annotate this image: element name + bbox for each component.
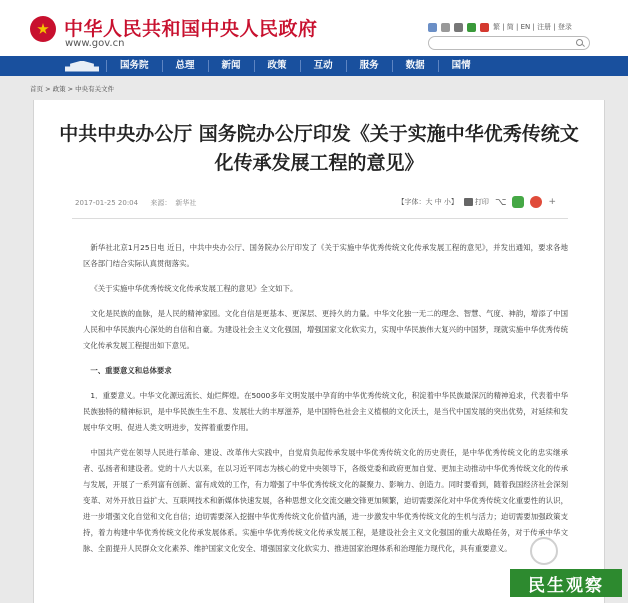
watermark-logo-icon	[530, 537, 558, 565]
paragraph: 新华社北京1月25日电 近日，中共中央办公厅、国务院办公厅印发了《关于实施中华优秀传统文化传承发展工程的意见》，并发出通知，要求各地区各部门结合实际认真贯彻落实。	[83, 243, 568, 268]
article-container	[33, 100, 605, 603]
language-links[interactable]: 繁 | 简 | EN | 注册 | 登录	[493, 23, 572, 31]
breadcrumb[interactable]: 首页 > 政策 > 中央有关文件	[30, 85, 115, 93]
nav-item-interaction[interactable]: 互动	[313, 60, 333, 71]
wechat-share-icon[interactable]	[512, 196, 524, 208]
national-emblem-icon[interactable]	[30, 16, 56, 42]
source-name: 新华社	[175, 199, 197, 207]
mail-icon[interactable]	[428, 23, 437, 32]
source-label: 来源：	[150, 199, 172, 207]
article-tools	[397, 196, 556, 208]
search-icon[interactable]	[576, 39, 583, 46]
article-body	[83, 240, 568, 566]
divider	[72, 218, 568, 219]
font-size-control[interactable]: 【字体：大 中 小】	[397, 198, 458, 206]
paragraph: 1．重要意义。中华文化源远流长、灿烂辉煌。在5000多年文明发展中孕育的中华优秀传统文化，积淀着中华民族最深沉的精神追求，代表着中华民族独特的精神标识，是中华民族生生不息、发展壮大的丰厚滋养，是中国特色社会主义植根的文化沃土，是当代中国发展的突出优势，对延续和发展中华文明、促进人类文明进步，发挥着重要作用。	[83, 391, 568, 432]
more-share-icon[interactable]: +	[548, 197, 556, 207]
print-button[interactable]	[464, 197, 489, 207]
site-header	[0, 0, 628, 56]
nav-item-policy[interactable]: 政策	[267, 60, 287, 71]
print-label: 打印	[474, 198, 489, 206]
weibo-icon[interactable]	[480, 23, 489, 32]
search-input[interactable]	[428, 36, 590, 50]
nav-item-state-council[interactable]: 国务院	[120, 60, 149, 71]
mobile-icon[interactable]	[454, 23, 463, 32]
nav-item-national-info[interactable]: 国情	[451, 60, 471, 71]
share-icon[interactable]: ⌥	[494, 196, 507, 208]
nav-item-news[interactable]: 新闻	[221, 60, 241, 71]
utility-bar	[428, 20, 572, 34]
watermark-badge: 民生观察	[510, 569, 622, 597]
publish-date: 2017-01-25 20:04	[75, 199, 139, 207]
paragraph: 《关于实施中华优秀传统文化传承发展工程的意见》全文如下。	[90, 284, 298, 293]
nav-home-button[interactable]	[58, 56, 106, 76]
tiananmen-icon	[65, 61, 99, 72]
paragraph: 中国共产党在领导人民进行革命、建设、改革伟大实践中，自觉肩负起传承发展中华优秀传统文化的历史责任，是中华优秀传统文化的忠实继承者、弘扬者和建设者。党的十八大以来，在以习近平同志为核心的党中央领导下，各级党委和政府更加自觉、更加主动推动中华优秀传统文化的传承与发展，开展了一系列富有创新、富有成效的工作，有力增强了中华优秀传统文化的凝聚力、影响力、创造力。同时要看到，随着我国经济社会深刻变革、对外开放日益扩大、互联网技术和新媒体快速发展，各种思想文化交流交融交锋更加频繁，迫切需要深化对中华优秀传统文化重要性的认识，进一步增强文化自觉和文化自信；迫切需要深入挖掘中华优秀传统文化价值内涵，进一步激发中华优秀传统文化的生机与活力；迫切需要加强政策支持，着力构建中华优秀传统文化传承发展体系。实施中华优秀传统文化传承发展工程，是建设社会主义文化强国的重大战略任务，对于传承中华文脉、全面提升人民群众文化素养、维护国家文化安全、增强国家文化软实力、推进国家治理体系和治理能力现代化，具有重要意义。	[83, 448, 568, 553]
section-heading: 一、重要意义和总体要求	[90, 366, 172, 375]
main-nav	[0, 56, 628, 76]
nav-item-data[interactable]: 数据	[405, 60, 425, 71]
site-title[interactable]: 中华人民共和国中央人民政府	[64, 18, 318, 40]
nav-item-premier[interactable]: 总理	[175, 60, 195, 71]
printer-icon	[464, 198, 473, 206]
paragraph: 文化是民族的血脉，是人民的精神家园。文化自信是更基本、更深层、更持久的力量。中华文化独一无二的理念、智慧、气度、神韵，增添了中国人民和中华民族内心深处的自信和自豪。为建设社会主义文化强国，增强国家文化软实力，实现中华民族伟大复兴的中国梦，现就实施中华优秀传统文化传承发展工程提出如下意见。	[83, 309, 568, 350]
article-title: 中共中央办公厅 国务院办公厅印发《关于实施中华优秀传统文化传承发展工程的意见》	[59, 123, 579, 174]
site-url: www.gov.cn	[65, 38, 125, 49]
nav-item-services[interactable]: 服务	[359, 60, 379, 71]
weibo-share-icon[interactable]	[530, 196, 542, 208]
rss-icon[interactable]	[441, 23, 450, 32]
wechat-icon[interactable]	[467, 23, 476, 32]
